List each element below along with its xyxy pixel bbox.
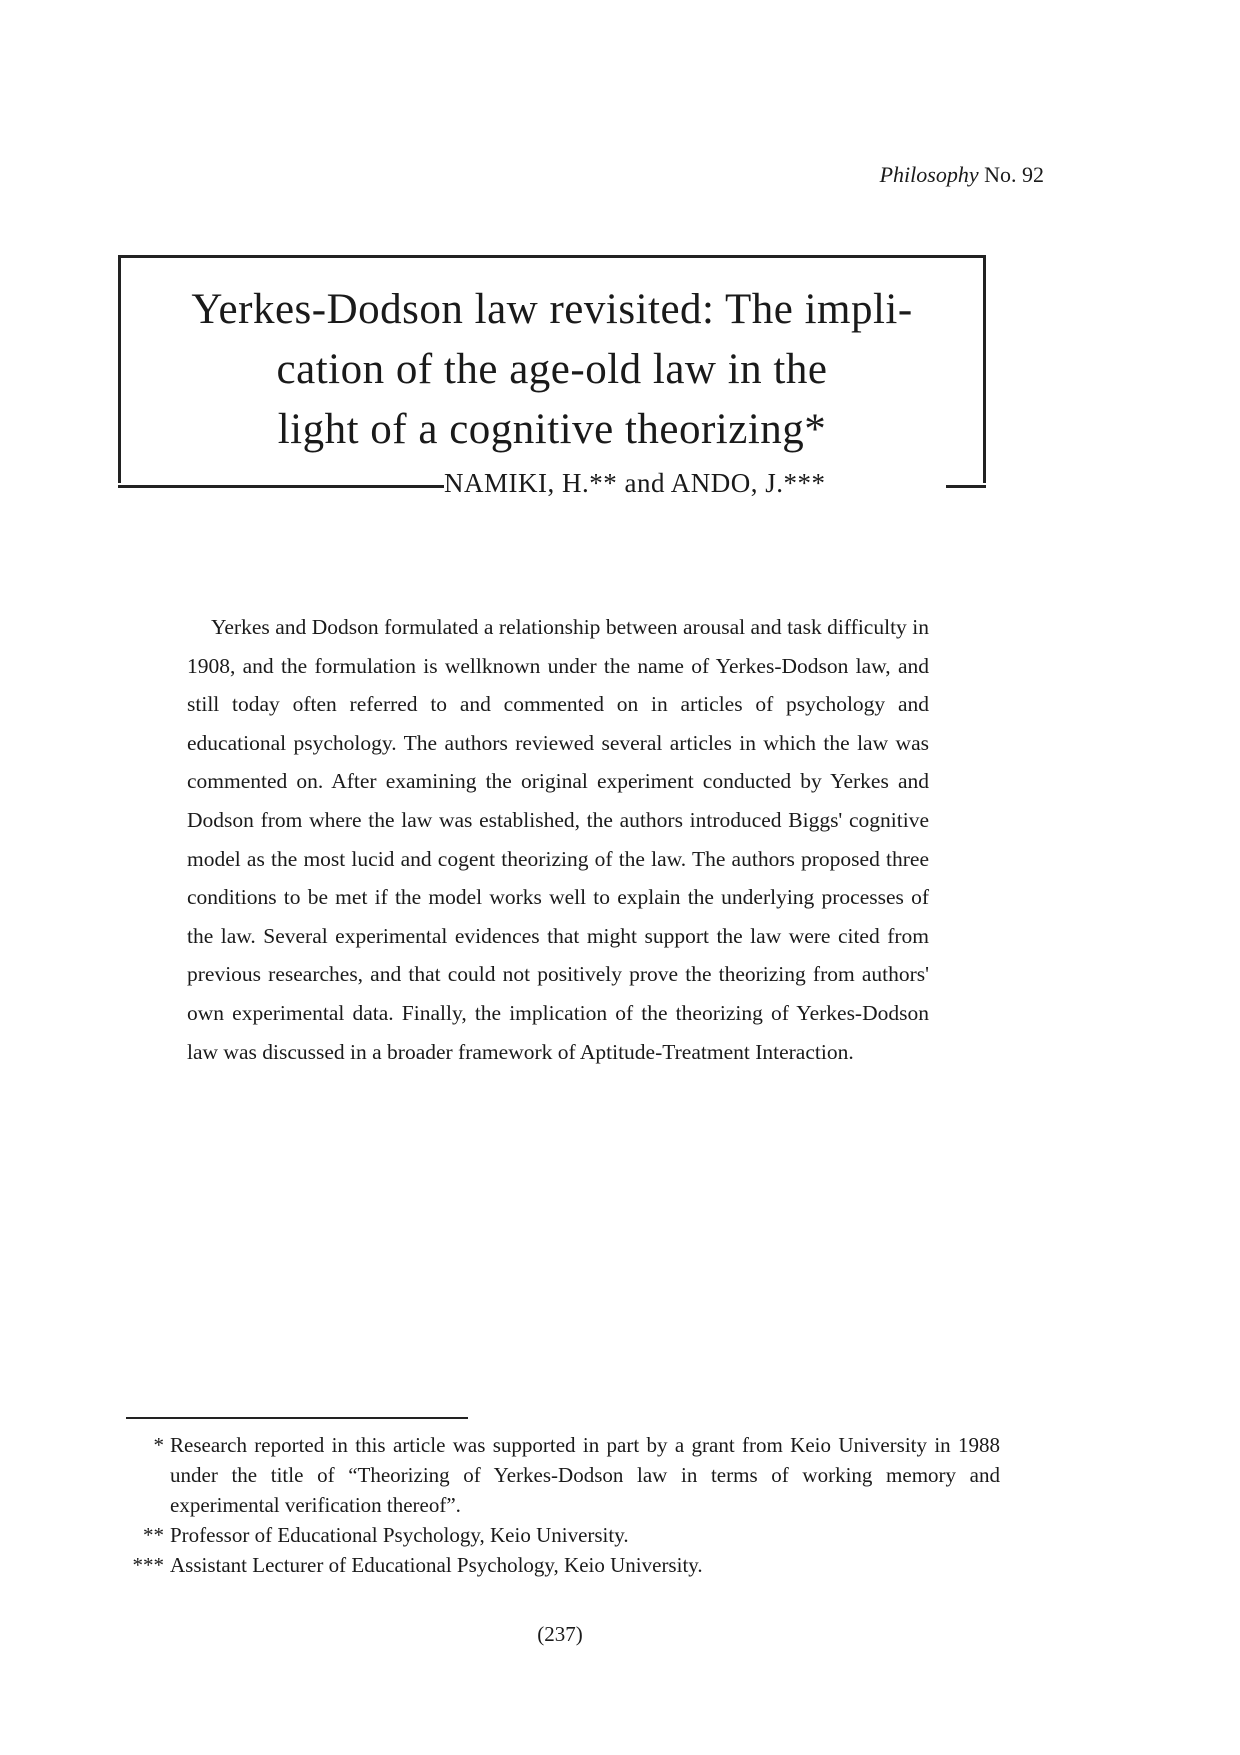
- title-line: light of a cognitive theorizing*: [277, 406, 827, 453]
- footnote-rule: [126, 1417, 468, 1419]
- issue-number: No. 92: [984, 162, 1044, 187]
- byline-rule: [946, 485, 986, 488]
- footnote-text: Research reported in this article was supported in part by a grant from Keio University in 1988 under the title of “Theorizing of Yerkes-Dodson law in terms of working memory and experimental verification thereof”.: [170, 1433, 1000, 1517]
- footnote-mark: ***: [132, 1553, 164, 1577]
- footnote: [120, 1550, 1000, 1580]
- footnote-mark: *: [153, 1433, 164, 1457]
- running-header: [880, 162, 1044, 188]
- title-line: Yerkes-Dodson law revisited: The impli-: [191, 286, 913, 333]
- page-number: (237): [537, 1622, 583, 1646]
- byline-rule: [118, 485, 444, 488]
- authors: NAMIKI, H.** and ANDO, J.***: [444, 468, 826, 498]
- footnotes: [120, 1430, 1000, 1580]
- title-box: [118, 255, 986, 483]
- abstract: Yerkes and Dodson formulated a relationship between arousal and task difficulty in 1908, and the formulation is wellknown under the name of Yerkes-Dodson law, and still today often referred to and commented on in articles of psychology and educational psychology. The authors reviewed several articles in which the law was commented on. After examining the original experiment conducted by Yerkes and Dodson from where the law was established, the authors introduced Biggs' cognitive model as the most lucid and cogent theorizing of the law. The authors proposed three conditions to be met if the model works well to explain the underlying processes of the law. Several experimental evidences that might support the law were cited from previous researches, and that could not positively prove the theorizing from authors' own experimental data. Finally, the implication of the theorizing of Yerkes-Dodson law was discussed in a broader framework of Aptitude-Treatment Interaction.: [187, 615, 929, 1064]
- footnote: [120, 1430, 1000, 1520]
- title-line: cation of the age-old law in the: [276, 346, 828, 393]
- article-title: [121, 280, 983, 460]
- footnote-text: Professor of Educational Psychology, Keio University.: [170, 1523, 629, 1547]
- footnote-text: Assistant Lecturer of Educational Psychology, Keio University.: [170, 1553, 703, 1577]
- footnote-mark: **: [143, 1523, 164, 1547]
- footnote: [120, 1520, 1000, 1550]
- journal-name: Philosophy: [879, 162, 979, 187]
- byline-row: [118, 468, 986, 498]
